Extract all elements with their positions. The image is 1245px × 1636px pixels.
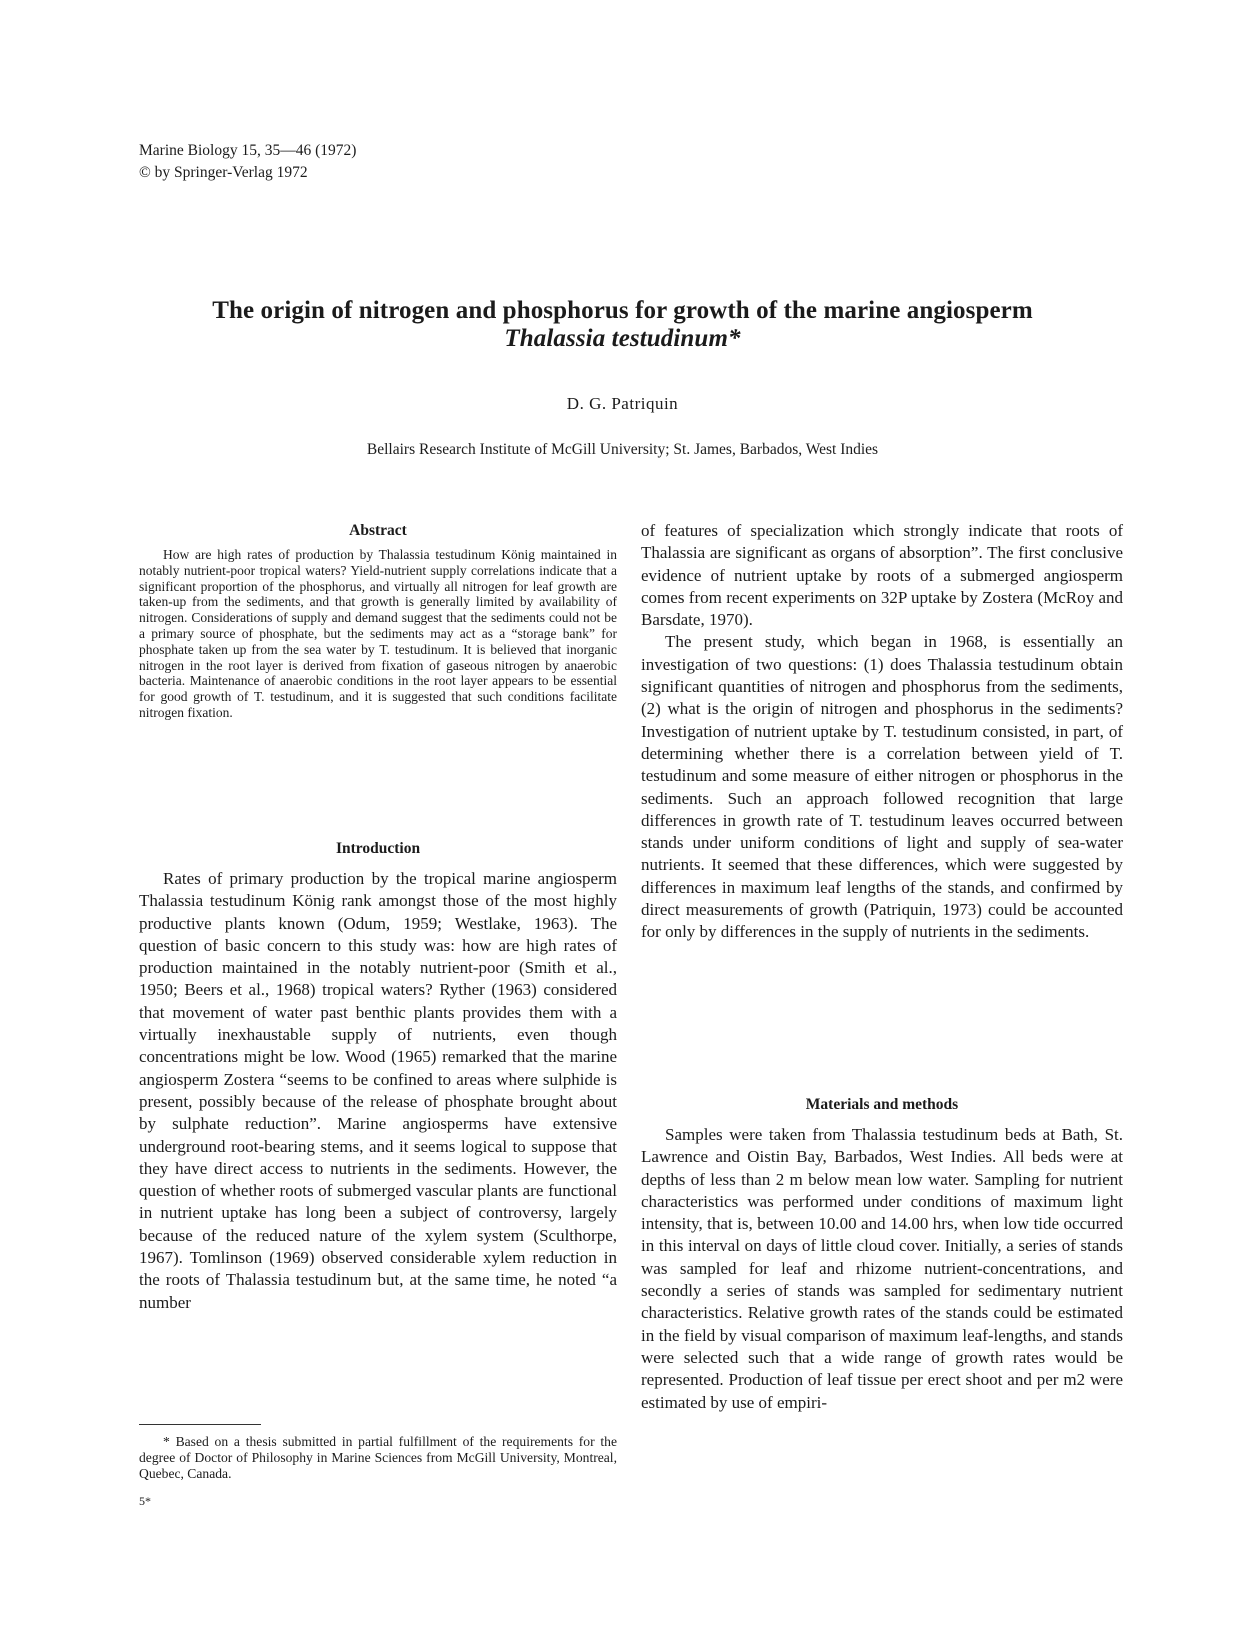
title-main: The origin of nitrogen and phosphorus for growth of the marine angiosperm bbox=[212, 297, 1033, 324]
introduction-heading: Introduction bbox=[335, 840, 421, 857]
page-mark: 5* bbox=[139, 1494, 151, 1508]
introduction-continued-paragraph: of features of specialization which strongly indicate that roots of Thalassia are significant as organs of absorption”. The first conclusive evidence of nutrient uptake by roots of a submerged angiosperm comes from recent experiments on 32P uptake by Zostera (McRoy and Barsdate, 1970). bbox=[641, 521, 1123, 630]
introduction-body-left: Rates of primary production by the tropical marine angiosperm Thalassia testudinum König rank amongst those of the most highly productive plants known (Odum, 1959; Westlake, 1963). The question of basic concern to this study was: how are high rates of production maintained in the notably nutrient-poor (Smith et al., 1950; Beers et al., 1968) tropical waters? Ryther (1963) considered that movement of water past benthic plants provides them with a virtually inexhaustable supply of nutrients, even though concentrations might be low. Wood (1965) remarked that the marine angiosperm Zostera “seems to be confined to areas where sulphide is present, possibly because of the release of phosphate brought about by sulphate reduction”. Marine angiosperms have extensive underground root-bearing stems, and it seems logical to suppose that they have direct access to nutrients in the sediments. However, the question of whether roots of submerged vascular plants are functional in nutrient uptake has long been a subject of controversy, largely because of the reduced nature of the xylem system (Sculthorpe, 1967). Tomlinson (1969) observed considerable xylem reduction in the roots of Thalassia testudinum but, at the same time, he noted “a number bbox=[139, 869, 617, 1312]
abstract-body: How are high rates of production by Thalassia testudinum König maintained in notably nutrient-poor tropical waters? Yield-nutrient supply correlations indicate that a significant proportion of the phosphorus, and virtually all nitrogen for leaf growth are taken-up from the sediments, and that growth is generally limited by availability of nitrogen. Considerations of supply and demand suggest that the sediments could not be a primary source of phosphate, but the sediments may act as a “storage bank” for phosphate taken up from the sea water by T. testudinum. It is believed that inorganic nitrogen in the root layer is derived from fixation of gaseous nitrogen by anaerobic bacteria. Maintenance of anaerobic conditions in the root layer appears to be essential for good growth of T. testudinum, and it is suggested that such conditions facilitate nitrogen fixation. bbox=[139, 547, 617, 720]
footnote: * Based on a thesis submitted in partial fulfillment of the requirements for the degree of Doctor of Philosophy in Marine Sciences from McGill University, Montreal, Quebec, Canada. bbox=[139, 1434, 617, 1481]
footnote-divider bbox=[139, 1424, 261, 1425]
introduction-body-right bbox=[641, 520, 1123, 944]
author-affiliation: Bellairs Research Institute of McGill University; St. James, Barbados, West Indies bbox=[366, 441, 879, 458]
journal-citation bbox=[139, 140, 539, 184]
introduction-paragraph-2: The present study, which began in 1968, is essentially an investigation of two questions: (1) does Thalassia testudinum obtain significant quantities of nitrogen and phosphorus from the sediments, (2) what is the origin of nitrogen and phosphorus in the sediments? Investigation of nutrient uptake by T. testudinum consisted, in part, of determining whether there is a correlation between yield of T. testudinum and some measure of either nitrogen or phosphorus in the sediments. Such an approach followed recognition that large differences in growth rate of T. testudinum leaves occurred between stands under uniform conditions of light and supply of sea-water nutrients. It seemed that these differences, which were suggested by differences in maximum leaf lengths of the stands, and confirmed by direct measurements of growth (Patriquin, 1973) could be accounted for only by differences in the supply of nutrients in the sediments. bbox=[641, 632, 1123, 942]
methods-body: Samples were taken from Thalassia testudinum beds at Bath, St. Lawrence and Oistin Bay, Barbados, West Indies. All beds were at depths of less than 2 m below mean low water. Sampling for nutrient characteristics was performed under conditions of maximum light intensity, that is, between 10.00 and 14.00 hrs, when low tide occurred in this interval on days of little cloud cover. Initially, a series of stands was sampled for leaf and rhizome nutrient-concentrations, and secondly a series of stands was sampled for sedimentary nutrient characteristics. Relative growth rates of the stands could be estimated in the field by visual comparison of maximum leaf-lengths, and stands were selected such that a wide range of growth rates would be represented. Production of leaf tissue per erect shoot and per m2 were estimated by use of empiri- bbox=[641, 1125, 1123, 1412]
title-species: Thalassia testudinum* bbox=[504, 325, 741, 352]
abstract-heading: Abstract bbox=[349, 522, 407, 539]
journal-volume-line: Marine Biology 15, 35—46 (1972) bbox=[139, 142, 357, 159]
author-name: D. G. Patriquin bbox=[566, 394, 679, 413]
copyright-line: © by Springer-Verlag 1972 bbox=[139, 164, 308, 181]
methods-heading: Materials and methods bbox=[805, 1096, 959, 1113]
paper-title bbox=[120, 297, 1125, 353]
